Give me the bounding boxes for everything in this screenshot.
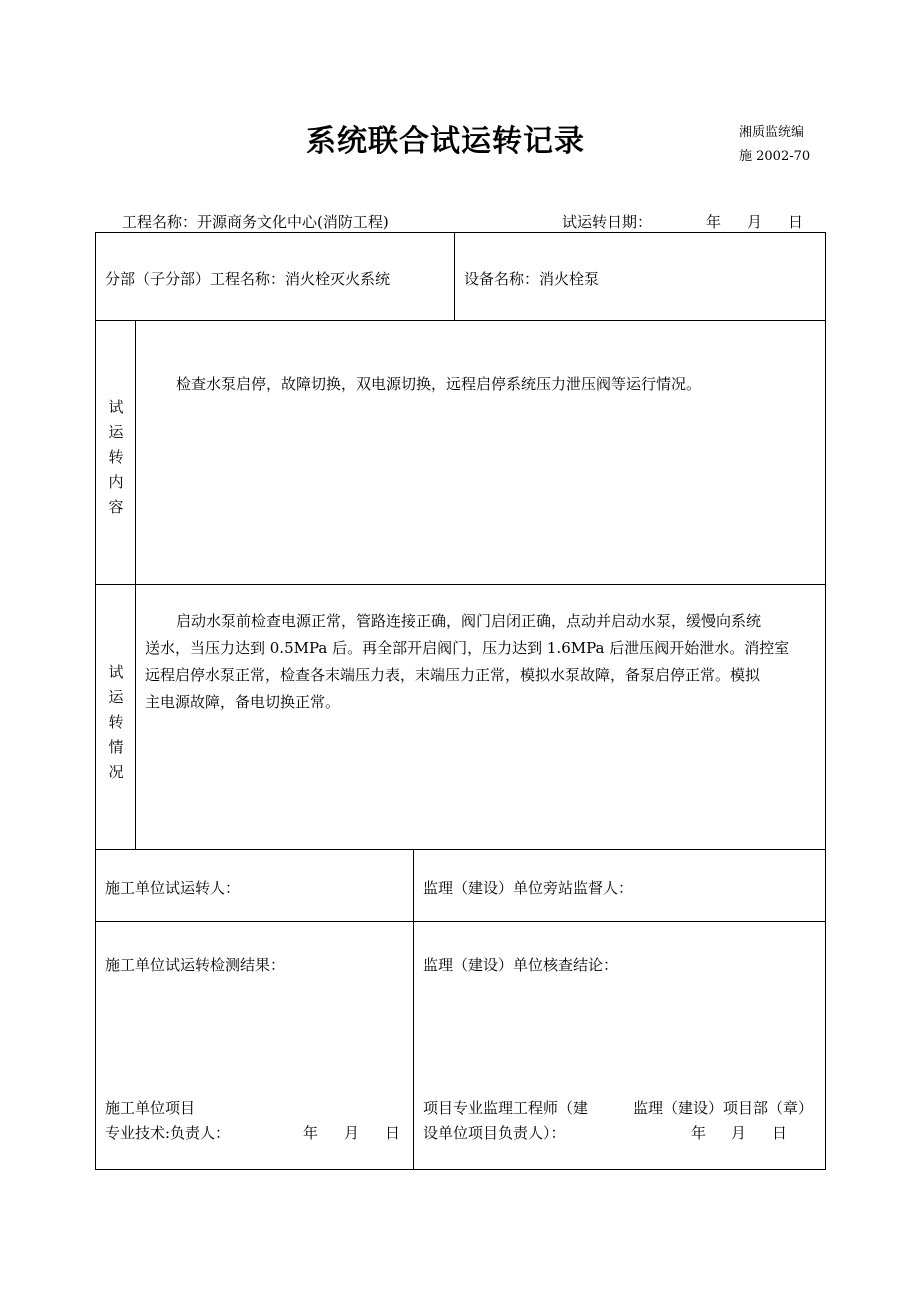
right-date-month: 月 [731,1124,747,1142]
left-date-day: 日 [385,1124,401,1142]
table-border-bottom [95,1169,826,1170]
form-code-line2: 施 2002-70 [739,149,811,164]
content-label: 试 运 转 内 容 [108,398,124,516]
column-divider [413,849,414,1170]
right-sign-line1a: 项目专业监理工程师（建 [423,1099,589,1117]
right-date-day: 日 [772,1124,788,1142]
construction-result-label: 施工单位试运转检测结果： [105,956,286,974]
left-date-month: 月 [344,1124,360,1142]
status-text: 启动水泵前检查电源正常，管路连接正确，阀门启闭正确，点动并启动水泵，缓慢向系统 送水，当压力达到 0.5MPa 后。再全部开启阀门，压力达到 1.6MPa 后泄压阀开始泄水。消控室 远程启停水泵正常，检查各末端压力表，末端压力正常，模拟水泵故障，备泵启停正常。模拟 主电源故障，备电切换正常。 [145,612,790,711]
row-divider [95,584,826,585]
subproject-name: 分部（子分部）工程名称：消火栓灭火系统 [105,270,391,288]
supervision-witness-label: 监理（建设）单位旁站监督人： [423,879,634,897]
test-date-label: 试运转日期： [562,213,653,231]
equipment-name: 设备名称：消火栓泵 [464,270,600,288]
date-month: 月 [747,213,763,231]
supervision-conclusion-label: 监理（建设）单位核查结论： [423,956,619,974]
table-border-top [95,232,826,233]
table-border-right [825,232,826,1170]
form-code-line1: 湘质监统编 [739,125,805,140]
left-sign-line2: 专业技术:负责人： [105,1124,231,1142]
date-year: 年 [706,213,722,231]
row-divider [95,320,826,321]
right-sign-line2: 设单位项目负责人）： [423,1124,566,1142]
construction-operator-label: 施工单位试运转人： [105,879,241,897]
right-date-year: 年 [691,1124,707,1142]
row-divider [95,921,826,922]
right-sign-line1b: 监理（建设）项目部（章） [633,1099,814,1117]
date-day: 日 [788,213,804,231]
column-divider [454,232,455,321]
project-name: 工程名称：开源商务文化中心(消防工程) [122,213,389,231]
row-divider [95,849,826,850]
page-title: 系统联合试运转记录 [306,124,585,159]
content-text: 检查水泵启停，故障切换，双电源切换，远程启停系统压力泄压阀等运行情况。 [176,375,702,393]
left-sign-line1: 施工单位项目 [105,1099,196,1117]
left-date-year: 年 [303,1124,319,1142]
status-label: 试 运 转 情 况 [108,663,124,781]
